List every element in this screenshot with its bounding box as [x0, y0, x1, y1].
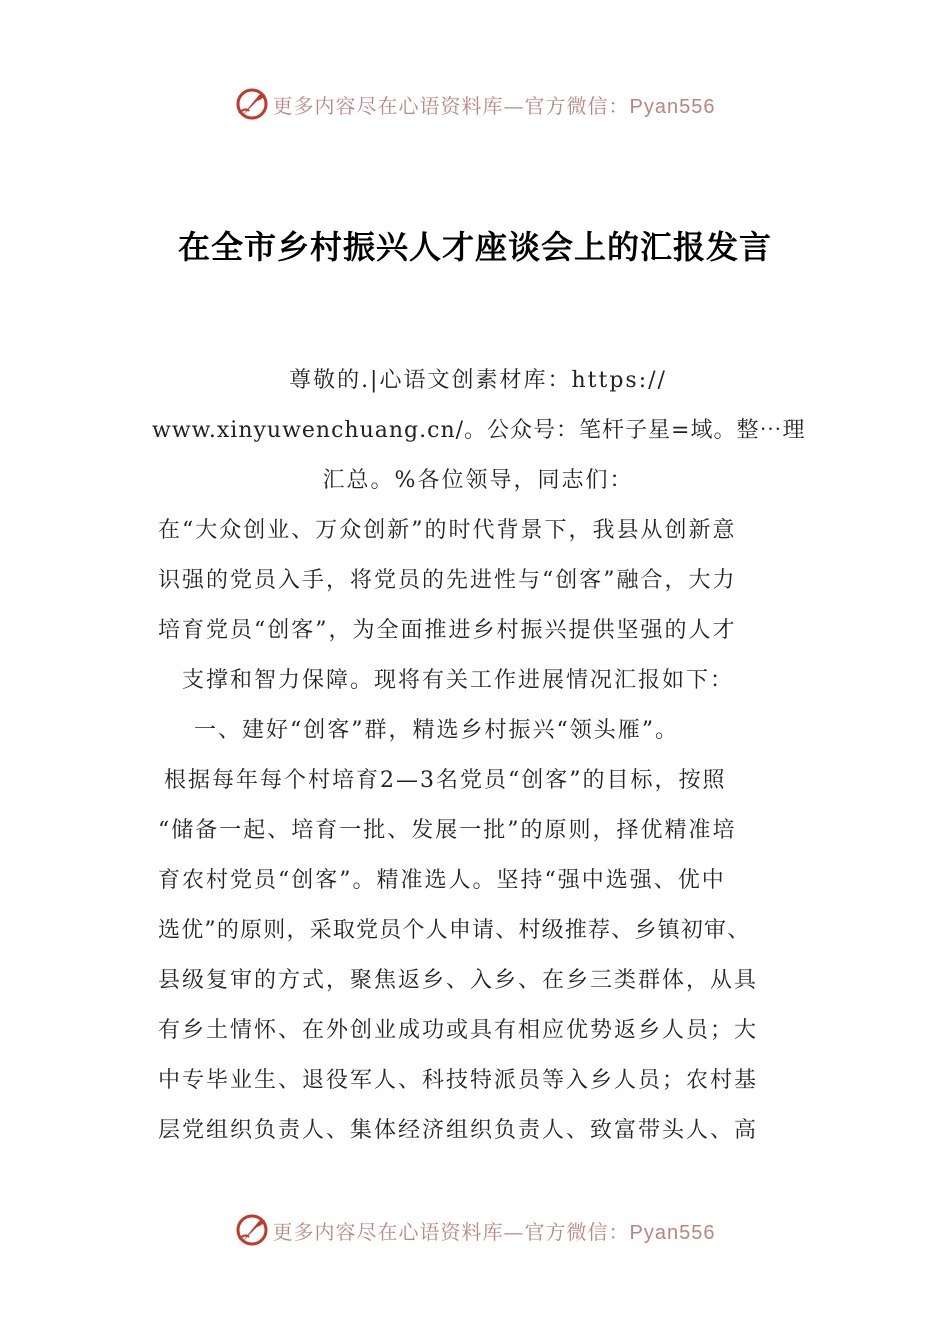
banner-text: 更多内容尽在心语资料库—官方微信：Pyan556 — [272, 93, 716, 118]
body-line: 中专毕业生、退役军人、科技特派员等入乡人员；农村基 — [158, 1068, 759, 1093]
body-line: 县级复审的方式，聚焦返乡、入乡、在乡三类群体，从具 — [158, 968, 759, 993]
body-line: 支撑和智力保障。现将有关工作进展情况汇报如下： — [182, 668, 735, 693]
body-line: “储备一起、培育一批、发展一批”的原则，择优精准培 — [158, 818, 737, 843]
body-line: 选优”的原则，采取党员个人申请、村级推荐、乡镇初审、 — [158, 918, 751, 943]
quill-logo-icon — [235, 1213, 269, 1247]
body-line: 有乡土情怀、在外创业成功或具有相应优势返乡人员；大 — [158, 1018, 759, 1043]
body-line: 根据每年每个村培育2—3名党员“创客”的目标，按照 — [164, 768, 727, 793]
body-line: www.xinyuwenchuang.cn/。公众号：笔杆子星=域。整⋯理 — [152, 418, 806, 443]
body-line: 汇总。%各位领导，同志们： — [322, 468, 634, 493]
body-line: 育农村党员“创客”。精准选人。坚持“强中选强、优中 — [158, 868, 726, 893]
document-title: 在全市乡村振兴人才座谈会上的汇报发言 — [177, 228, 772, 266]
body-line: 识强的党员入手，将党员的先进性与“创客”融合，大力 — [158, 568, 737, 593]
wechat-id: Pyan556 — [629, 95, 716, 118]
body-line: 培育党员“创客”，为全面推进乡村振兴提供坚强的人才 — [158, 618, 737, 643]
banner-text: 更多内容尽在心语资料库—官方微信：Pyan556 — [272, 1219, 716, 1244]
header-banner — [0, 84, 950, 124]
quill-logo-icon — [235, 87, 269, 121]
section-heading: 一、建好“创客”群，精选乡村振兴“领头雁”。 — [194, 718, 679, 743]
body-line: 尊敬的.|心语文创素材库：https:// — [289, 368, 667, 393]
body-line: 在“大众创业、万众创新”的时代背景下，我县从创新意 — [158, 518, 737, 543]
document-body — [152, 356, 806, 1156]
footer-banner — [0, 1210, 950, 1250]
body-line: 层党组织负责人、集体经济组织负责人、致富带头人、高 — [158, 1118, 759, 1143]
wechat-id: Pyan556 — [629, 1221, 716, 1244]
